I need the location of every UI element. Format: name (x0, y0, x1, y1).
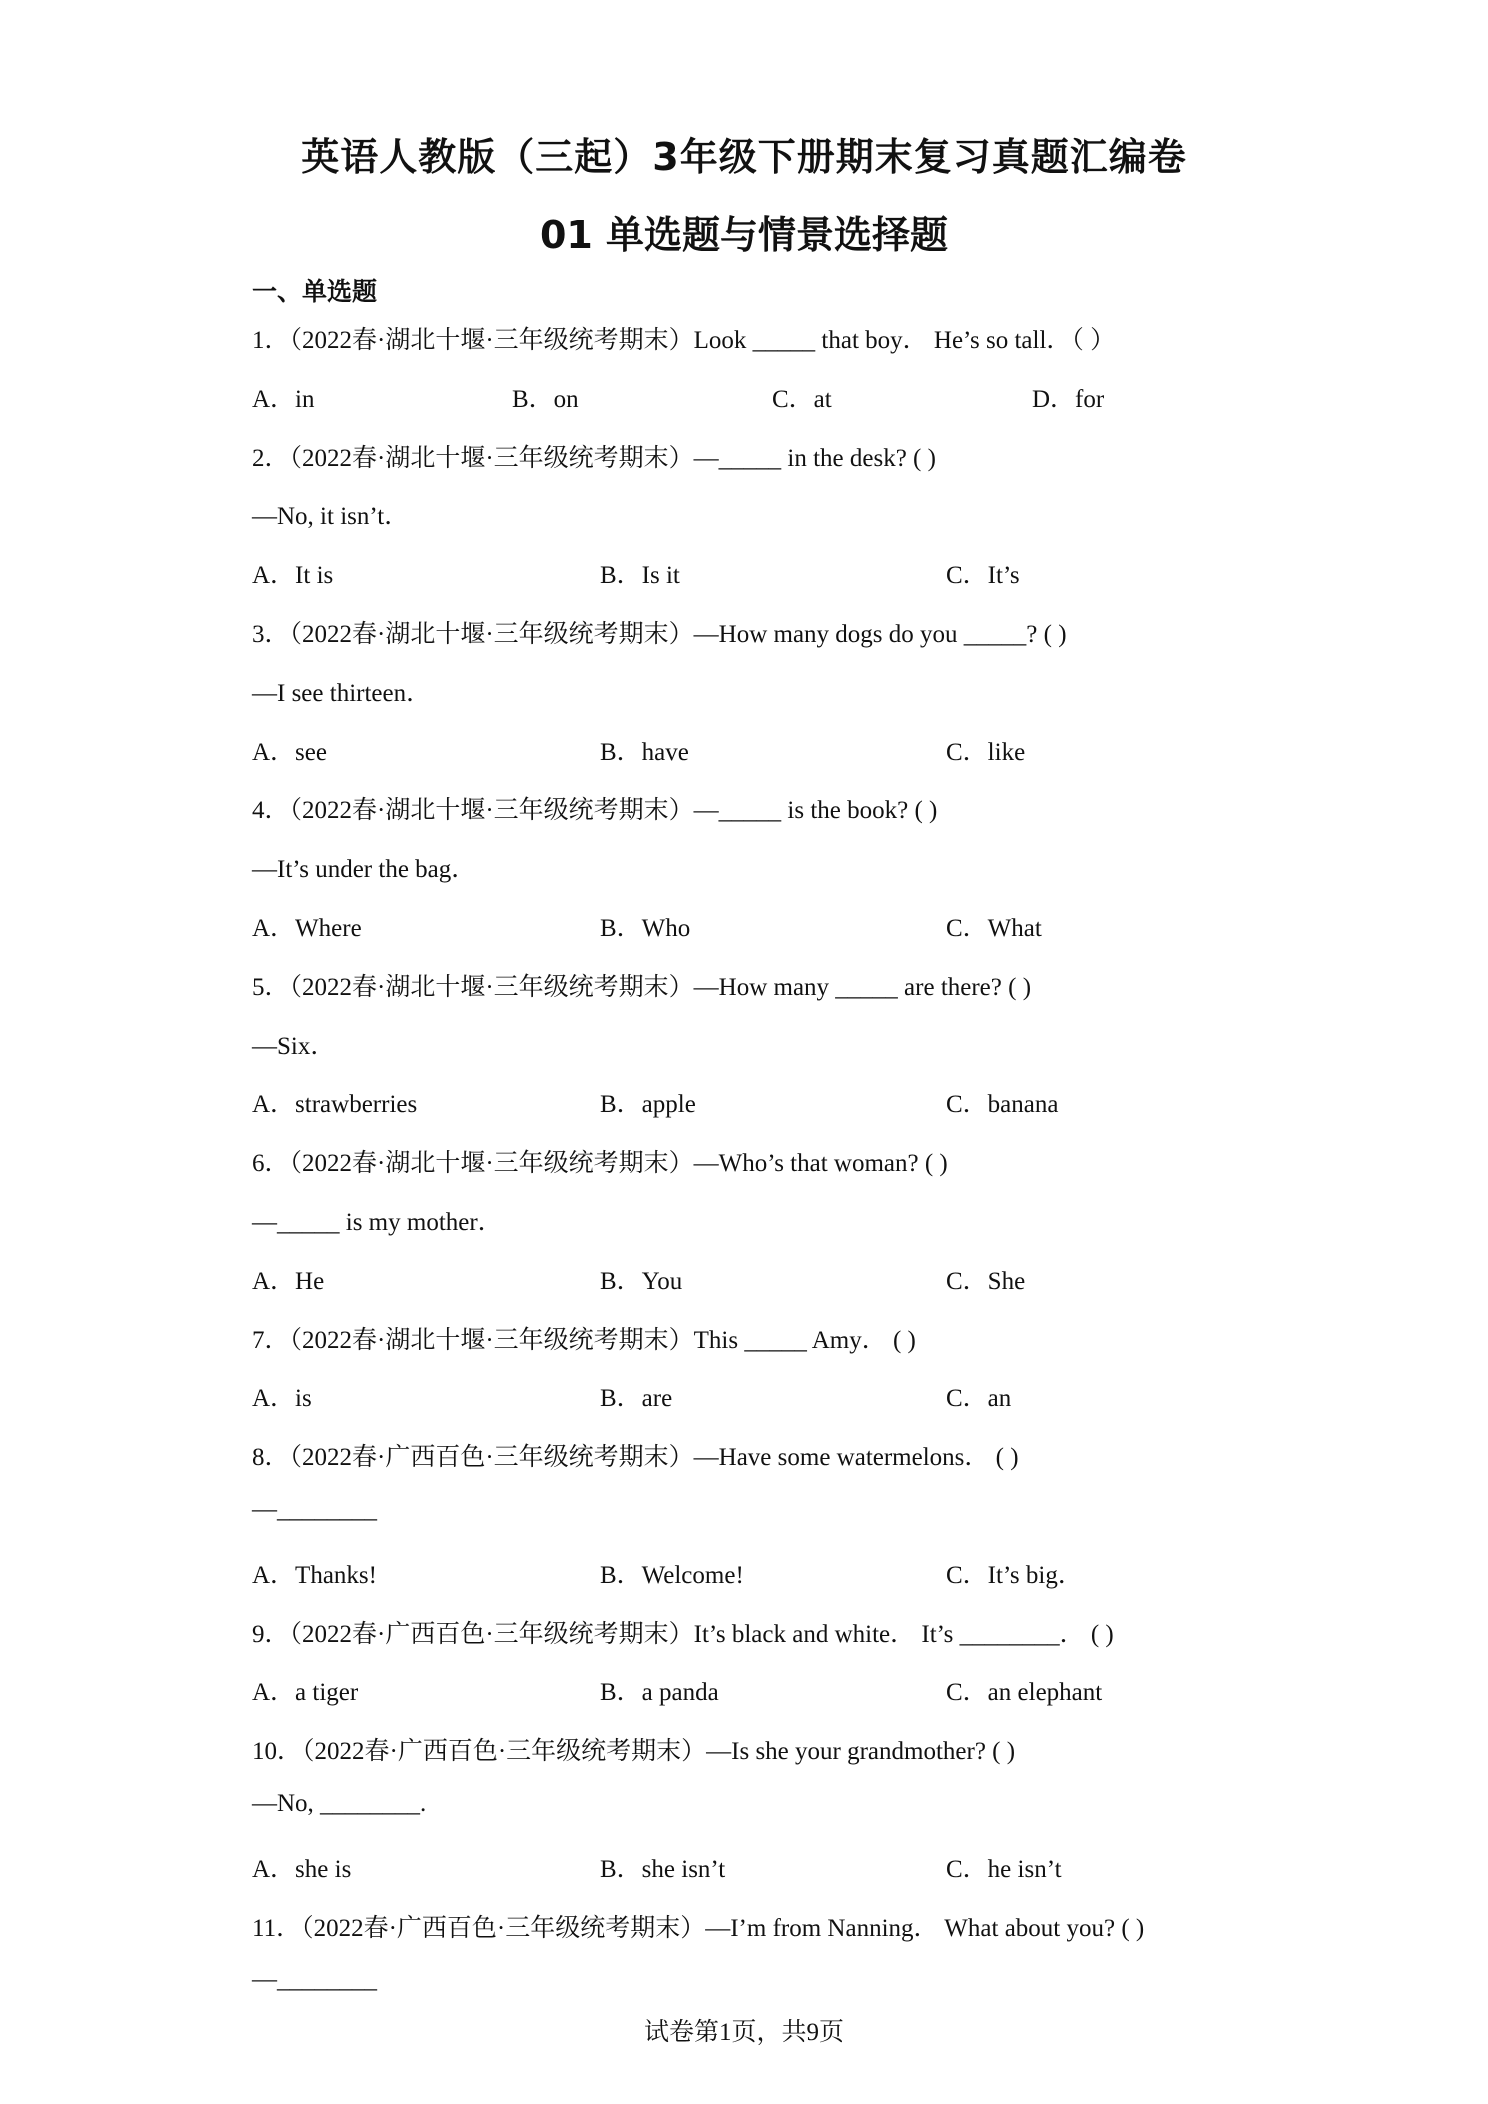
question-stem: 8．（2022春·广西百色·三年级统考期末）—Have some watermelons． ( ) (252, 1444, 1019, 1472)
answer-option: A．Thanks! (252, 1561, 377, 1589)
answer-option: C．It’s (946, 562, 1020, 590)
page-title: 英语人教版（三起）3年级下册期末复习真题汇编卷 (301, 135, 1187, 179)
answer-option: C．an elephant (946, 1679, 1103, 1707)
answer-option: A．strawberries (252, 1091, 418, 1119)
question-stem: 7．（2022春·湖北十堰·三年级统考期末）This _____ Amy． ( ) (252, 1326, 916, 1354)
question-dialog-line: —No, it isn’t． (252, 503, 410, 531)
answer-option: C．at (772, 385, 832, 413)
answer-option: B．on (512, 385, 579, 413)
answer-option: B．have (600, 738, 689, 766)
question-stem: 4．（2022春·湖北十堰·三年级统考期末）—_____ is the book? ( ) (252, 797, 938, 825)
question-stem: 1．（2022春·湖北十堰·三年级统考期末）Look _____ that boy． He’s so tall．（ ） (252, 327, 1116, 354)
question-stem: 11．（2022春·广西百色·三年级统考期末）—I’m from Nanning． What about you? ( ) (252, 1914, 1145, 1942)
page-footer: 试卷第1页，共9页 (643, 2019, 844, 2046)
answer-option: C．banana (946, 1091, 1059, 1119)
question-stem: 6．（2022春·湖北十堰·三年级统考期末）—Who’s that woman? ( ) (252, 1150, 948, 1178)
answer-option: B．Who (600, 915, 691, 942)
answer-option: A．He (252, 1267, 325, 1295)
answer-option: C．What (946, 915, 1042, 942)
answer-option: C．an (946, 1385, 1012, 1413)
question-dialog-line: —_____ is my mother． (252, 1209, 503, 1236)
answer-option: C．like (946, 738, 1026, 766)
answer-option: B．a panda (600, 1679, 719, 1707)
answer-option: A．she is (252, 1855, 352, 1883)
section-heading: 一、单选题 (252, 277, 378, 306)
question-dialog-line: —No, ________. (252, 1790, 427, 1817)
answer-option: C．he isn’t (946, 1855, 1062, 1883)
question-dialog-line: —It’s under the bag． (252, 856, 477, 884)
question-dialog-line: —________ (252, 1966, 377, 1994)
question-stem: 10．（2022春·广西百色·三年级统考期末）—Is she your grandmother? ( ) (252, 1738, 1016, 1766)
answer-option: B．are (600, 1385, 673, 1413)
question-stem: 5．（2022春·湖北十堰·三年级统考期末）—How many _____ are there? ( ) (252, 973, 1032, 1001)
answer-option: A．It is (252, 562, 334, 590)
question-dialog-line: —Six． (252, 1032, 336, 1060)
answer-option: C．She (946, 1267, 1026, 1295)
answer-option: B．You (600, 1267, 683, 1295)
question-stem: 9．（2022春·广西百色·三年级统考期末）It’s black and white． It’s ________． ( ) (252, 1620, 1114, 1648)
question-dialog-line: —________ (252, 1496, 377, 1523)
answer-option: B．Welcome! (600, 1561, 744, 1589)
answer-option: A．Where (252, 915, 362, 942)
answer-option: A．in (252, 385, 315, 413)
question-stem: 2．（2022春·湖北十堰·三年级统考期末）—_____ in the desk? ( ) (252, 444, 936, 472)
answer-option: D．for (1032, 385, 1105, 413)
question-dialog-line: —I see thirteen． (252, 679, 432, 707)
answer-option: C．It’s big． (946, 1561, 1083, 1589)
page-subtitle: 01 单选题与情景选择题 (539, 213, 949, 257)
answer-option: B．Is it (600, 562, 680, 590)
answer-option: A．a tiger (252, 1679, 359, 1707)
question-stem: 3．（2022春·湖北十堰·三年级统考期末）—How many dogs do you _____? ( ) (252, 621, 1067, 648)
answer-option: B．she isn’t (600, 1855, 726, 1883)
answer-option: A．see (252, 738, 327, 766)
answer-option: B．apple (600, 1091, 696, 1119)
answer-option: A．is (252, 1385, 312, 1413)
